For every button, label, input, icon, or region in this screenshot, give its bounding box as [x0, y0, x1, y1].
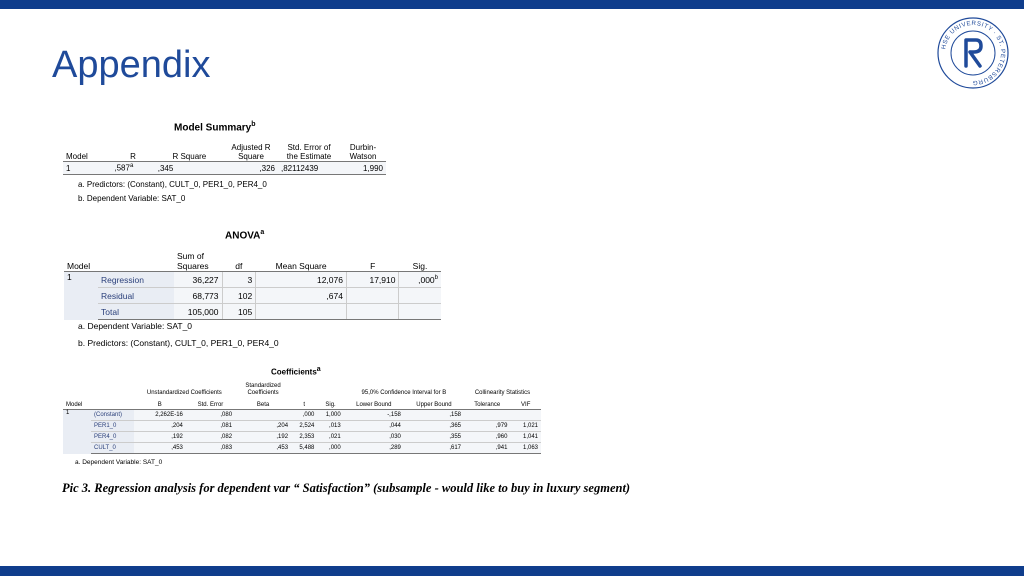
co-cell: ,044 [344, 421, 404, 432]
co-header-tolerance: Tolerance [464, 397, 510, 410]
anova-cell: 17,910 [346, 272, 399, 288]
co-cell: 1,041 [510, 432, 541, 443]
co-cell: 5,488 [291, 443, 317, 454]
co-cell: ,960 [464, 432, 510, 443]
co-cell: ,617 [404, 443, 464, 454]
table-row [63, 421, 541, 432]
anova-cell: 105,000 [174, 304, 222, 320]
bottom-accent-bar [0, 566, 1024, 576]
co-cell: 2,524 [291, 421, 317, 432]
co-group-collinearity: Collinearity Statistics [474, 390, 531, 396]
co-model-cell: 1 [63, 410, 91, 454]
co-row-label: PER1_0 [91, 421, 134, 432]
co-cell [464, 410, 510, 421]
anova-cell: ,000$^b$ [399, 272, 441, 288]
co-row-label: (Constant) [91, 410, 134, 421]
anova-table [64, 247, 441, 320]
co-cell: ,204 [235, 421, 291, 432]
anova-header-sig: Sig. [399, 247, 441, 272]
anova-cell: 105 [222, 304, 256, 320]
co-group-blank [63, 381, 134, 397]
anova-model-cell: 1 [64, 272, 98, 320]
co-cell: ,083 [186, 443, 235, 454]
co-cell: ,979 [464, 421, 510, 432]
co-cell: ,941 [464, 443, 510, 454]
ms-note-b: b. Dependent Variable: SAT_0 [78, 194, 186, 203]
ms-cell: ,326 [224, 162, 278, 175]
anova-cell: 36,227 [174, 272, 222, 288]
anova-row-label: Regression [98, 272, 174, 288]
co-cell: 1,000 [317, 410, 343, 421]
table-row [64, 288, 441, 304]
anova-cell [399, 288, 441, 304]
figure-caption: Pic 3. Regression analysis for dependent var “ Satisfaction” (subsample - would like to buy in luxury segment) [62, 481, 631, 495]
table-row [63, 432, 541, 443]
co-group-confidence-interval: 95,0% Confidence Interval for B [361, 390, 447, 396]
co-cell: ,080 [186, 410, 235, 421]
co-group-unstandardized: Unstandardized Coefficients [146, 390, 222, 396]
anova-cell: 12,076 [256, 272, 347, 288]
anova-cell: 3 [222, 272, 256, 288]
co-cell: ,082 [186, 432, 235, 443]
anova-header-f: F [346, 247, 399, 272]
anova-cell [346, 288, 399, 304]
co-header-beta: Beta [235, 397, 291, 410]
co-header-lower-bound: Lower Bound [344, 397, 404, 410]
co-cell: ,204 [134, 421, 186, 432]
anova-header-model: Model [64, 247, 98, 272]
page-title: Appendix [52, 44, 211, 86]
coefficients-table [63, 381, 541, 454]
co-row-label: CULT_0 [91, 443, 134, 454]
ms-cell: 1 [63, 162, 111, 175]
co-header-upper-bound: Upper Bound [404, 397, 464, 410]
model-summary-table [63, 139, 386, 175]
co-cell: ,289 [344, 443, 404, 454]
co-cell: ,000 [317, 443, 343, 454]
anova-header-mean-square: Mean Square [256, 247, 347, 272]
anova-cell [256, 304, 347, 320]
co-header-vif: VIF [510, 397, 541, 410]
co-header-b: B [134, 397, 186, 410]
ms-cell: ,345 [155, 162, 224, 175]
co-cell: 2,262E-16 [134, 410, 186, 421]
anova-header-sum-of-squares: Sum of Squares [174, 247, 222, 272]
ms-header-r: R [111, 139, 154, 162]
table-row [64, 304, 441, 320]
anova-cell: ,674 [256, 288, 347, 304]
co-cell: ,192 [134, 432, 186, 443]
co-header-std-error: Std. Error [186, 397, 235, 410]
co-cell: ,158 [404, 410, 464, 421]
anova-cell: 68,773 [174, 288, 222, 304]
hse-university-logo [936, 16, 1010, 90]
co-cell: ,453 [134, 443, 186, 454]
anova-row-label: Total [98, 304, 174, 320]
co-cell: ,192 [235, 432, 291, 443]
anova-row-label: Residual [98, 288, 174, 304]
ms-cell: ,587$^a$ [111, 162, 154, 175]
anova-title: ANOVA$^a$ [225, 229, 265, 242]
co-header-model: Model [63, 397, 91, 410]
co-cell: ,365 [404, 421, 464, 432]
co-cell [235, 410, 291, 421]
co-group-standardized: Standardized Coefficients [245, 383, 281, 396]
top-accent-bar [0, 0, 1024, 9]
anova-note-a: a. Dependent Variable: SAT_0 [78, 321, 193, 331]
co-cell: -,158 [344, 410, 404, 421]
co-cell: ,030 [344, 432, 404, 443]
co-cell: ,021 [317, 432, 343, 443]
co-row-label: PER4_0 [91, 432, 134, 443]
co-header-t: t [291, 397, 317, 410]
anova-cell [346, 304, 399, 320]
ms-header-std-error: Std. Error of the Estimate [278, 139, 340, 162]
co-cell: 2,353 [291, 432, 317, 443]
co-cell [510, 410, 541, 421]
co-cell: ,081 [186, 421, 235, 432]
coefficients-title: Coefficients$^a$ [271, 366, 321, 377]
ms-cell: ,82112439 [278, 162, 340, 175]
ms-cell: 1,990 [340, 162, 386, 175]
co-header-blank [91, 397, 134, 410]
ms-header-r-square: R Square [155, 139, 224, 162]
anova-header-df: df [222, 247, 256, 272]
model-summary-title: Model Summary$^b$ [174, 121, 256, 134]
ms-note-a: a. Predictors: (Constant), CULT_0, PER1_0, PER4_0 [78, 180, 267, 189]
table-row [64, 272, 441, 288]
ms-header-adjusted-r-square: Adjusted R Square [224, 139, 278, 162]
ms-header-durbin-watson: Durbin-Watson [340, 139, 386, 162]
anova-header-blank [98, 247, 174, 272]
table-row [63, 443, 541, 454]
table-row [63, 410, 541, 421]
table-row [63, 162, 386, 175]
anova-cell: 102 [222, 288, 256, 304]
co-header-sig: Sig. [317, 397, 343, 410]
anova-note-b: b. Predictors: (Constant), CULT_0, PER1_0, PER4_0 [78, 338, 279, 348]
co-group-blank-2 [291, 381, 344, 397]
co-note: a. Dependent Variable: SAT_0 [75, 459, 163, 466]
co-cell: ,355 [404, 432, 464, 443]
co-cell: 1,021 [510, 421, 541, 432]
co-cell: 1,063 [510, 443, 541, 454]
svg-text:HSE UNIVERSITY · ST. PETERSBUR: HSE UNIVERSITY · ST. PETERSBURG [940, 19, 1007, 87]
co-cell: ,013 [317, 421, 343, 432]
co-cell: ,453 [235, 443, 291, 454]
co-cell: ,000 [291, 410, 317, 421]
anova-cell [399, 304, 441, 320]
ms-header-model: Model [63, 139, 111, 162]
